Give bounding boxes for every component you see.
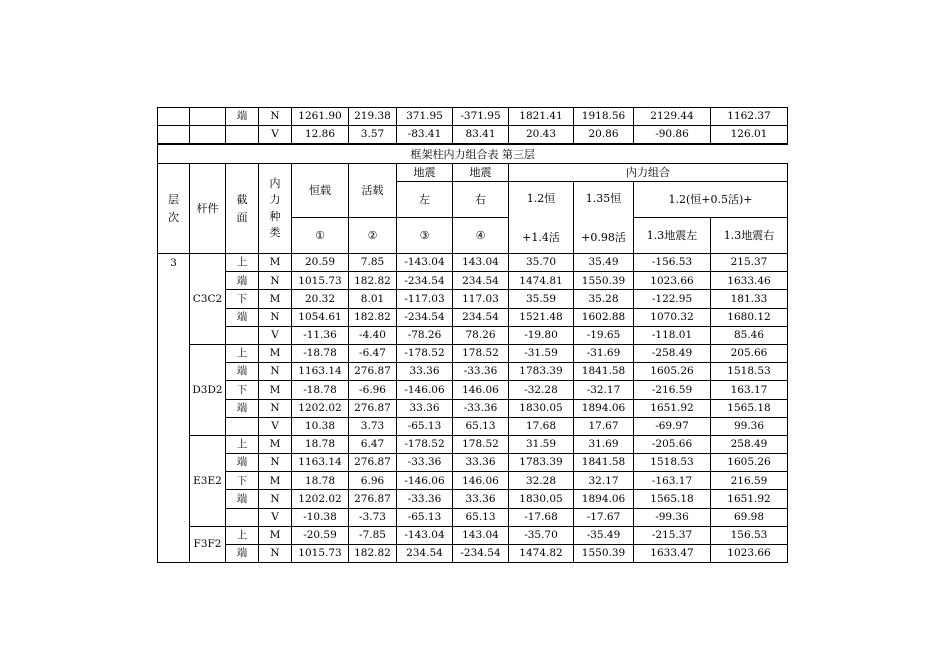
value-cell: -178.52 [397, 435, 453, 453]
value-cell: 216.59 [711, 472, 788, 490]
value-cell: -32.28 [509, 381, 574, 399]
floor-cell: 3 [158, 254, 190, 563]
value-cell: -18.78 [292, 344, 349, 362]
table-row [158, 399, 788, 417]
value-cell: -19.80 [509, 326, 574, 344]
value-cell: -118.01 [634, 326, 711, 344]
value-cell: 1474.81 [509, 272, 574, 290]
value-cell: 1605.26 [711, 454, 788, 472]
value-cell: -78.26 [397, 326, 453, 344]
value-cell: -215.37 [634, 526, 711, 544]
header-num-2: ② [349, 218, 397, 254]
value-cell: -33.36 [453, 399, 509, 417]
header-force-type: 内 力 种 类 [259, 164, 292, 254]
column-force-combination-table [157, 144, 788, 563]
section-cell: 上 [226, 435, 259, 453]
value-cell: 33.36 [453, 454, 509, 472]
value-cell: 1162.37 [711, 108, 788, 126]
value-cell: 17.68 [509, 417, 574, 435]
value-cell: 6.96 [349, 472, 397, 490]
value-cell: 85.46 [711, 326, 788, 344]
force-type-cell: V [259, 326, 292, 344]
section-cell: 端 [226, 454, 259, 472]
value-cell: 1821.41 [509, 108, 574, 126]
value-cell: -83.41 [397, 126, 453, 144]
table-row [158, 108, 788, 126]
section-cell: 端 [226, 308, 259, 326]
floor-cell [158, 108, 190, 126]
value-cell: 20.86 [574, 126, 634, 144]
value-cell: -33.36 [397, 490, 453, 508]
floor-cell [158, 126, 190, 144]
header-combo-4: 1.3地震右 [711, 218, 788, 254]
combo-1-bottom: +1.4活 [522, 230, 560, 244]
value-cell: 1841.58 [574, 454, 634, 472]
table-row [158, 344, 788, 362]
section-cell: 上 [226, 526, 259, 544]
value-cell: 276.87 [349, 454, 397, 472]
section-cell: 端 [226, 490, 259, 508]
value-cell: 1830.05 [509, 399, 574, 417]
table-row [158, 363, 788, 381]
value-cell: 178.52 [453, 435, 509, 453]
table-row [158, 472, 788, 490]
value-cell: 143.04 [453, 526, 509, 544]
value-cell: 1023.66 [711, 545, 788, 563]
force-type-cell: N [259, 545, 292, 563]
value-cell: 234.54 [453, 272, 509, 290]
value-cell: 2129.44 [634, 108, 711, 126]
value-cell: 35.28 [574, 290, 634, 308]
table-row [158, 381, 788, 399]
value-cell: 117.03 [453, 290, 509, 308]
value-cell: 20.32 [292, 290, 349, 308]
section-cell [226, 126, 259, 144]
value-cell: 35.49 [574, 254, 634, 272]
value-cell: -371.95 [453, 108, 509, 126]
table-row [158, 254, 788, 272]
value-cell: -33.36 [453, 363, 509, 381]
value-cell: -18.78 [292, 381, 349, 399]
value-cell: 146.06 [453, 381, 509, 399]
member-cell: F3F2 [190, 526, 226, 562]
value-cell: -178.52 [397, 344, 453, 362]
force-type-cell: V [259, 126, 292, 144]
value-cell: -33.36 [397, 454, 453, 472]
value-cell: 1015.73 [292, 545, 349, 563]
value-cell: 1783.39 [509, 454, 574, 472]
value-cell: -7.85 [349, 526, 397, 544]
value-cell: 182.82 [349, 545, 397, 563]
value-cell: 3.73 [349, 417, 397, 435]
value-cell: 258.49 [711, 435, 788, 453]
header-combo-1 [509, 182, 574, 254]
value-cell: -234.54 [453, 545, 509, 563]
value-cell: 78.26 [453, 326, 509, 344]
member-cell [190, 126, 226, 144]
value-cell: 35.70 [509, 254, 574, 272]
table-row [158, 545, 788, 563]
force-type-cell: N [259, 108, 292, 126]
value-cell: -156.53 [634, 254, 711, 272]
force-type-cell: N [259, 363, 292, 381]
header-quake-left: 地震 [397, 164, 453, 182]
value-cell: 1015.73 [292, 272, 349, 290]
force-type-cell: M [259, 254, 292, 272]
table-row [158, 308, 788, 326]
force-type-cell: M [259, 472, 292, 490]
member-cell: D3D2 [190, 344, 226, 435]
value-cell: 276.87 [349, 490, 397, 508]
header-dead-load: 恒载 [292, 164, 349, 218]
force-type-cell: V [259, 417, 292, 435]
header-combo-3: 1.3地震左 [634, 218, 711, 254]
value-cell: 3.57 [349, 126, 397, 144]
table-row [158, 508, 788, 526]
section-cell: 上 [226, 344, 259, 362]
value-cell: 33.36 [397, 399, 453, 417]
value-cell: 20.43 [509, 126, 574, 144]
value-cell: 7.85 [349, 254, 397, 272]
value-cell: -3.73 [349, 508, 397, 526]
value-cell: 99.36 [711, 417, 788, 435]
value-cell: 1633.46 [711, 272, 788, 290]
value-cell: 143.04 [453, 254, 509, 272]
value-cell: 182.82 [349, 272, 397, 290]
value-cell: -4.40 [349, 326, 397, 344]
value-cell: -234.54 [397, 308, 453, 326]
value-cell: 12.86 [292, 126, 349, 144]
value-cell: 20.59 [292, 254, 349, 272]
value-cell: -35.70 [509, 526, 574, 544]
header-left: 左 [397, 182, 453, 218]
value-cell: 215.37 [711, 254, 788, 272]
value-cell: 1565.18 [711, 399, 788, 417]
value-cell: -163.17 [634, 472, 711, 490]
table-row [158, 326, 788, 344]
section-cell: 端 [226, 545, 259, 563]
force-type-cell: M [259, 344, 292, 362]
member-cell: C3C2 [190, 254, 226, 345]
section-cell: 下 [226, 290, 259, 308]
section-cell: 端 [226, 363, 259, 381]
combo-2-bottom: +0.98活 [581, 230, 626, 244]
value-cell: -17.68 [509, 508, 574, 526]
value-cell: 32.17 [574, 472, 634, 490]
value-cell: -146.06 [397, 381, 453, 399]
value-cell: -65.13 [397, 417, 453, 435]
combo-1-top: 1.2恒 [526, 191, 556, 205]
force-type-cell: V [259, 508, 292, 526]
previous-table-fragment [157, 107, 788, 144]
force-type-cell: N [259, 490, 292, 508]
value-cell: 1830.05 [509, 490, 574, 508]
value-cell: 1894.06 [574, 490, 634, 508]
value-cell: -99.36 [634, 508, 711, 526]
header-combo-34-top: 1.2(恒+0.5活)+ [634, 182, 788, 218]
section-cell: 端 [226, 399, 259, 417]
value-cell: -11.36 [292, 326, 349, 344]
value-cell: -17.67 [574, 508, 634, 526]
value-cell: -122.95 [634, 290, 711, 308]
force-type-cell: N [259, 272, 292, 290]
value-cell: 1054.61 [292, 308, 349, 326]
value-cell: 182.82 [349, 308, 397, 326]
force-type-cell: N [259, 399, 292, 417]
section-cell [226, 417, 259, 435]
value-cell: 234.54 [453, 308, 509, 326]
value-cell: 156.53 [711, 526, 788, 544]
value-cell: -146.06 [397, 472, 453, 490]
value-cell: -143.04 [397, 526, 453, 544]
section-cell [226, 508, 259, 526]
value-cell: -6.47 [349, 344, 397, 362]
section-cell: 下 [226, 472, 259, 490]
combo-2-top: 1.35恒 [585, 191, 622, 205]
value-cell: 276.87 [349, 399, 397, 417]
header-section: 截 面 [226, 164, 259, 254]
value-cell: 126.01 [711, 126, 788, 144]
value-cell: 1565.18 [634, 490, 711, 508]
value-cell: 276.87 [349, 363, 397, 381]
table-row [158, 417, 788, 435]
value-cell: -20.59 [292, 526, 349, 544]
value-cell: 371.95 [397, 108, 453, 126]
value-cell: -258.49 [634, 344, 711, 362]
value-cell: -69.97 [634, 417, 711, 435]
value-cell: -31.59 [509, 344, 574, 362]
value-cell: 1602.88 [574, 308, 634, 326]
value-cell: 1518.53 [711, 363, 788, 381]
value-cell: 8.01 [349, 290, 397, 308]
value-cell: 1894.06 [574, 399, 634, 417]
value-cell: 234.54 [397, 545, 453, 563]
value-cell: 163.17 [711, 381, 788, 399]
value-cell: -32.17 [574, 381, 634, 399]
value-cell: 69.98 [711, 508, 788, 526]
value-cell: 1518.53 [634, 454, 711, 472]
value-cell: 33.36 [453, 490, 509, 508]
value-cell: 18.78 [292, 435, 349, 453]
header-quake-right: 地震 [453, 164, 509, 182]
table-row [158, 290, 788, 308]
value-cell: 1070.32 [634, 308, 711, 326]
value-cell: -117.03 [397, 290, 453, 308]
value-cell: 83.41 [453, 126, 509, 144]
value-cell: -205.66 [634, 435, 711, 453]
header-floor: 层 次 [158, 164, 190, 254]
value-cell: 31.69 [574, 435, 634, 453]
force-type-cell: M [259, 526, 292, 544]
value-cell: -31.69 [574, 344, 634, 362]
value-cell: 205.66 [711, 344, 788, 362]
value-cell: 32.28 [509, 472, 574, 490]
table-row [158, 454, 788, 472]
section-cell: 下 [226, 381, 259, 399]
value-cell: 1550.39 [574, 545, 634, 563]
value-cell: 1163.14 [292, 454, 349, 472]
header-num-1: ① [292, 218, 349, 254]
value-cell: 18.78 [292, 472, 349, 490]
section-cell: 端 [226, 108, 259, 126]
value-cell: 1202.02 [292, 399, 349, 417]
value-cell: 1550.39 [574, 272, 634, 290]
force-type-cell: N [259, 454, 292, 472]
value-cell: 1783.39 [509, 363, 574, 381]
force-type-cell: M [259, 435, 292, 453]
value-cell: 1680.12 [711, 308, 788, 326]
table-title: 框架柱内力组合表 第三层 [158, 145, 788, 164]
value-cell: 1202.02 [292, 490, 349, 508]
table-row [158, 272, 788, 290]
value-cell: 33.36 [397, 363, 453, 381]
force-type-cell: M [259, 381, 292, 399]
section-cell: 端 [226, 272, 259, 290]
value-cell: 219.38 [349, 108, 397, 126]
value-cell: 17.67 [574, 417, 634, 435]
value-cell: 35.59 [509, 290, 574, 308]
value-cell: 178.52 [453, 344, 509, 362]
member-cell: E3E2 [190, 435, 226, 526]
value-cell: 1474.82 [509, 545, 574, 563]
value-cell: -234.54 [397, 272, 453, 290]
value-cell: 1605.26 [634, 363, 711, 381]
header-combination: 内力组合 [509, 164, 788, 182]
header-combo-2 [574, 182, 634, 254]
header-num-3: ③ [397, 218, 453, 254]
value-cell: -65.13 [397, 508, 453, 526]
value-cell: 1651.92 [711, 490, 788, 508]
section-cell: 上 [226, 254, 259, 272]
value-cell: 1163.14 [292, 363, 349, 381]
section-cell [226, 326, 259, 344]
table-row [158, 526, 788, 544]
value-cell: 1841.58 [574, 363, 634, 381]
header-member: 杆件 [190, 164, 226, 254]
header-live-load: 活载 [349, 164, 397, 218]
force-type-cell: M [259, 290, 292, 308]
value-cell: 65.13 [453, 508, 509, 526]
value-cell: 1651.92 [634, 399, 711, 417]
header-right: 右 [453, 182, 509, 218]
value-cell: -143.04 [397, 254, 453, 272]
value-cell: 146.06 [453, 472, 509, 490]
value-cell: 1918.56 [574, 108, 634, 126]
value-cell: 65.13 [453, 417, 509, 435]
value-cell: -19.65 [574, 326, 634, 344]
value-cell: 10.38 [292, 417, 349, 435]
value-cell: -6.96 [349, 381, 397, 399]
value-cell: 1633.47 [634, 545, 711, 563]
value-cell: 1023.66 [634, 272, 711, 290]
value-cell: -90.86 [634, 126, 711, 144]
header-num-4: ④ [453, 218, 509, 254]
value-cell: 1261.90 [292, 108, 349, 126]
value-cell: -35.49 [574, 526, 634, 544]
value-cell: -10.38 [292, 508, 349, 526]
force-type-cell: N [259, 308, 292, 326]
table-row [158, 435, 788, 453]
value-cell: 181.33 [711, 290, 788, 308]
value-cell: 6.47 [349, 435, 397, 453]
member-cell [190, 108, 226, 126]
table-row [158, 490, 788, 508]
value-cell: -216.59 [634, 381, 711, 399]
value-cell: 1521.48 [509, 308, 574, 326]
table-row [158, 126, 788, 144]
value-cell: 31.59 [509, 435, 574, 453]
